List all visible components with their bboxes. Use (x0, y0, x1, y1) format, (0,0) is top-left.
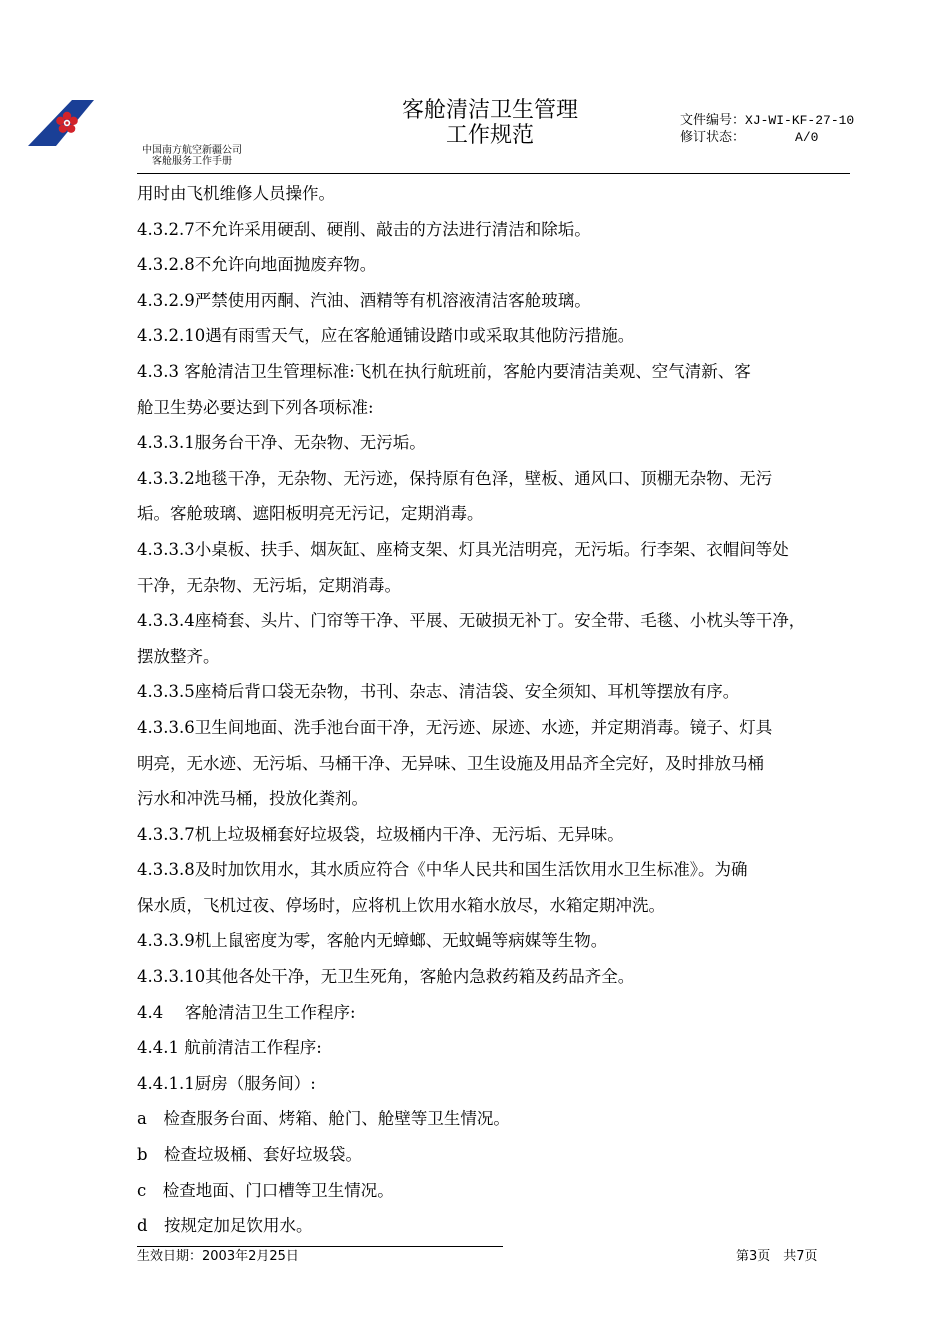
title-line-2: 工作规范 (445, 123, 534, 148)
body-line: d 按规定加足饮用水。 (137, 1216, 313, 1236)
body-line: 垢。客舱玻璃、遮阳板明亮无污记，定期消毒。 (137, 504, 484, 524)
body-line: 4.3.3.3小桌板、扶手、烟灰缸、座椅支架、灯具光洁明亮，无污垢。行李架、衣帽间等处 (137, 539, 789, 559)
body-line: 用时由飞机维修人员操作。 (137, 184, 335, 203)
body-line: 4.3.3 客舱清洁卫生管理标准:飞机在执行航班前，客舱内要清洁美观、空气清新、客 (137, 361, 751, 381)
page-number: 第3页 共7页 (736, 1249, 818, 1264)
body-line: b 检查垃圾桶、套好垃圾袋。 (137, 1145, 363, 1165)
title-line-1: 客舱清洁卫生管理 (401, 98, 578, 123)
body-line: 保水质，飞机过夜、停场时，应将机上饮用水箱水放尽，水箱定期冲洗。 (137, 895, 665, 915)
company-block (142, 145, 242, 167)
body-line: 4.4 客舱清洁卫生工作程序: (137, 1002, 356, 1022)
revision-value: A/0 (795, 130, 819, 145)
body-line: 干净，无杂物、无污垢，定期消毒。 (137, 575, 401, 595)
document-title (360, 98, 620, 148)
body-line: 明亮，无水迹、无污垢、马桶干净、无异味、卫生设施及用品齐全完好，及时排放马桶 (137, 753, 764, 773)
doc-number-row (680, 112, 854, 129)
body-line: 4.3.3.8及时加饮用水，其水质应符合《中华人民共和国生活饮用水卫生标准》。为确 (137, 860, 748, 880)
body-line: c 检查地面、门口槽等卫生情况。 (137, 1180, 394, 1200)
doc-number-value: XJ-WI-KF-27-10 (745, 113, 855, 128)
body-line: 4.3.3.1服务台干净、无杂物、无污垢。 (137, 433, 426, 453)
body-line: a 检查服务台面、烤箱、舱门、舱壁等卫生情况。 (137, 1109, 510, 1129)
body-line: 4.3.2.7不允许采用硬刮、硬削、敲击的方法进行清洁和除垢。 (137, 219, 591, 239)
body-line: 4.3.2.9严禁使用丙酮、汽油、酒精等有机溶液清洁客舱玻璃。 (137, 290, 591, 310)
manual-name: 客舱服务工作手册 (152, 156, 232, 167)
revision-label: 修订状态： (680, 130, 746, 145)
revision-row (680, 129, 854, 146)
body-line: 舱卫生势必要达到下列各项标准: (137, 397, 374, 417)
body-line: 4.3.3.5座椅后背口袋无杂物，书刊、杂志、清洁袋、安全须知、耳机等摆放有序。 (137, 682, 740, 702)
body-line: 4.3.3.7机上垃圾桶套好垃圾袋，垃圾桶内干净、无污垢、无异味。 (137, 824, 624, 844)
company-name: 中国南方航空新疆公司 (142, 145, 242, 156)
body-line: 污水和冲洗马桶，投放化粪剂。 (137, 789, 368, 809)
body-line: 4.3.3.4座椅套、头片、门帘等干净、平展、无破损无补丁。安全带、毛毯、小枕头等干净， (137, 611, 806, 631)
body-line: 摆放整齐。 (137, 646, 220, 666)
body-line: 4.3.3.10其他各处干净，无卫生死角，客舱内急救药箱及药品齐全。 (137, 967, 635, 987)
body-line: 4.4.1.1厨房（服务间）: (137, 1073, 316, 1093)
doc-number-label: 文件编号： (680, 113, 746, 128)
body-line: 4.3.2.10遇有雨雪天气，应在客舱通铺设踏巾或采取其他防污措施。 (137, 326, 635, 346)
document-body (137, 176, 862, 1244)
document-meta (680, 112, 854, 146)
header-divider (137, 173, 850, 174)
effective-date: 生效日期：2003年2月25日 (137, 1249, 299, 1264)
airline-logo (28, 100, 94, 146)
body-line: 4.3.3.9机上鼠密度为零，客舱内无蟑螂、无蚊蝇等病媒等生物。 (137, 931, 608, 951)
body-line: 4.3.3.2地毯干净，无杂物、无污迹，保持原有色泽，壁板、通风口、顶棚无杂物、无污 (137, 468, 773, 488)
body-line: 4.3.2.8不允许向地面抛废弃物。 (137, 255, 377, 275)
body-line: 4.3.3.6卫生间地面、洗手池台面干净，无污迹、尿迹、水迹，并定期消毒。镜子、灯具 (137, 717, 773, 737)
body-line: 4.4.1 航前清洁工作程序: (137, 1038, 322, 1058)
